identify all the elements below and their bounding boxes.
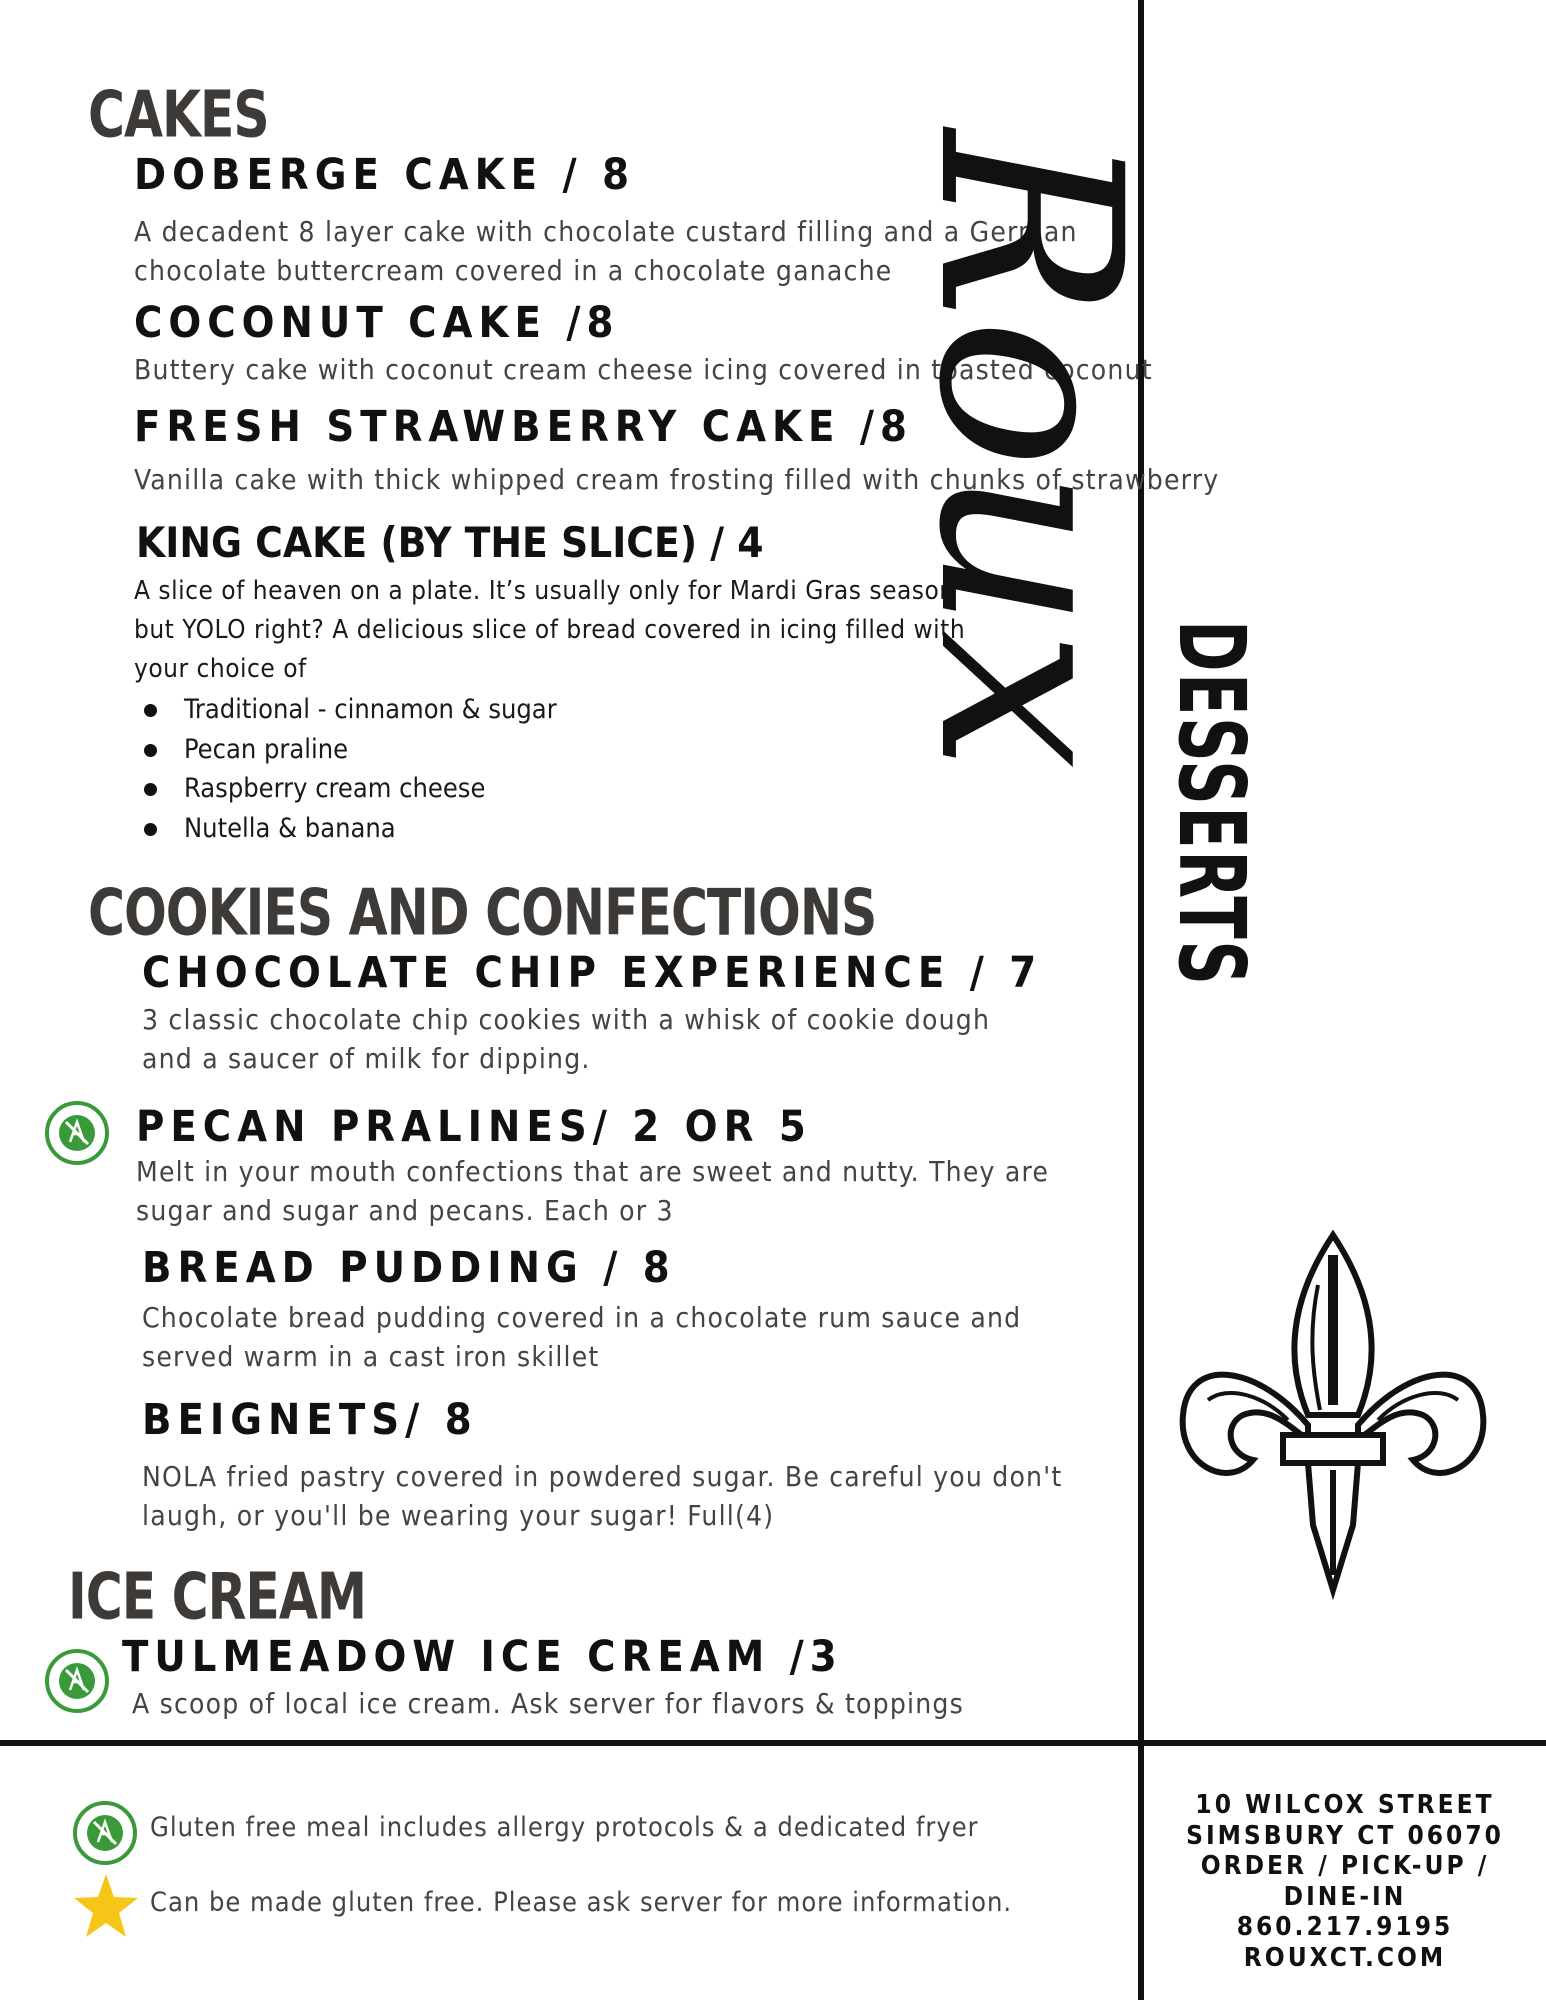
- horizontal-divider: [0, 1740, 1546, 1746]
- list-item: Nutella & banana: [134, 809, 557, 849]
- item-desc-coconut: Buttery cake with coconut cream cheese icing covered in toasted coconut: [134, 353, 1153, 386]
- star-icon: [72, 1872, 140, 1940]
- item-title-pralines: PECAN PRALINES/ 2 OR 5: [136, 1102, 812, 1152]
- item-desc-doberge: A decadent 8 layer cake with chocolate custard filling and a German chocolate buttercream covered in a chocolate ganache: [134, 215, 1078, 287]
- legend-star-text: Can be made gluten free. Please ask server for more information.: [150, 1887, 1013, 1918]
- king-cake-options: [134, 690, 557, 848]
- roux-logo: Roux: [884, 130, 1175, 771]
- gluten-free-badge-icon: [44, 1100, 110, 1166]
- desserts-vertical-title: DESSERTS: [1158, 620, 1265, 987]
- list-item: Pecan praline: [134, 730, 557, 770]
- item-desc-pralines: Melt in your mouth confections that are sweet and nutty. They are sugar and sugar and pecans. Each or 3: [136, 1155, 1050, 1227]
- order-options: ORDER / PICK-UP /: [1200, 1851, 1490, 1881]
- gluten-free-badge-icon: [72, 1800, 138, 1866]
- section-title-ice-cream: ICE CREAM: [68, 1560, 366, 1635]
- section-title-cookies: COOKIES AND CONFECTIONS: [88, 876, 877, 951]
- fleur-de-lis-icon: [1168, 1225, 1498, 1600]
- website: ROUXCT.COM: [1243, 1942, 1447, 1973]
- contact-block: [1150, 1790, 1540, 1973]
- phone-number: 860.217.9195: [1236, 1912, 1454, 1942]
- address-city: SIMSBURY CT 06070: [1186, 1820, 1504, 1851]
- item-title-choc-chip: CHOCOLATE CHIP EXPERIENCE / 7: [142, 948, 1043, 998]
- list-item: Raspberry cream cheese: [134, 769, 557, 809]
- item-desc-choc-chip: 3 classic chocolate chip cookies with a whisk of cookie dough and a saucer of milk for dipping.: [142, 1003, 991, 1075]
- order-options-cont: DINE-IN: [1283, 1881, 1407, 1912]
- item-title-ice-cream: TULMEADOW ICE CREAM /3: [122, 1632, 843, 1682]
- item-title-king-cake: KING CAKE (BY THE SLICE) / 4: [136, 518, 764, 567]
- list-item: Traditional - cinnamon & sugar: [134, 690, 557, 730]
- address-street: 10 WILCOX STREET: [1195, 1790, 1495, 1820]
- item-title-doberge: DOBERGE CAKE / 8: [134, 150, 636, 200]
- gluten-free-badge-icon: [44, 1648, 110, 1714]
- item-desc-king-cake: A slice of heaven on a plate. It’s usually only for Mardi Gras season but YOLO right? A delicious slice of bread covered in icing filled with your choice of: [134, 576, 966, 684]
- section-title-cakes: CAKES: [88, 78, 269, 153]
- item-desc-ice-cream: A scoop of local ice cream. Ask server for flavors & toppings: [132, 1687, 964, 1720]
- item-title-strawberry: FRESH STRAWBERRY CAKE /8: [134, 402, 913, 452]
- item-title-coconut: COCONUT CAKE /8: [134, 298, 620, 348]
- item-title-beignets: BEIGNETS/ 8: [142, 1395, 478, 1445]
- item-title-bread-pudding: BREAD PUDDING / 8: [142, 1243, 676, 1293]
- item-desc-bread-pudding: Chocolate bread pudding covered in a chocolate rum sauce and served warm in a cast iron skillet: [142, 1301, 1022, 1373]
- legend-gluten-free-text: Gluten free meal includes allergy protocols & a dedicated fryer: [150, 1812, 979, 1843]
- item-desc-beignets: NOLA fried pastry covered in powdered sugar. Be careful you don't laugh, or you'll be wearing your sugar! Full(4): [142, 1460, 1063, 1532]
- item-desc-strawberry: Vanilla cake with thick whipped cream frosting filled with chunks of strawberry: [134, 463, 1220, 496]
